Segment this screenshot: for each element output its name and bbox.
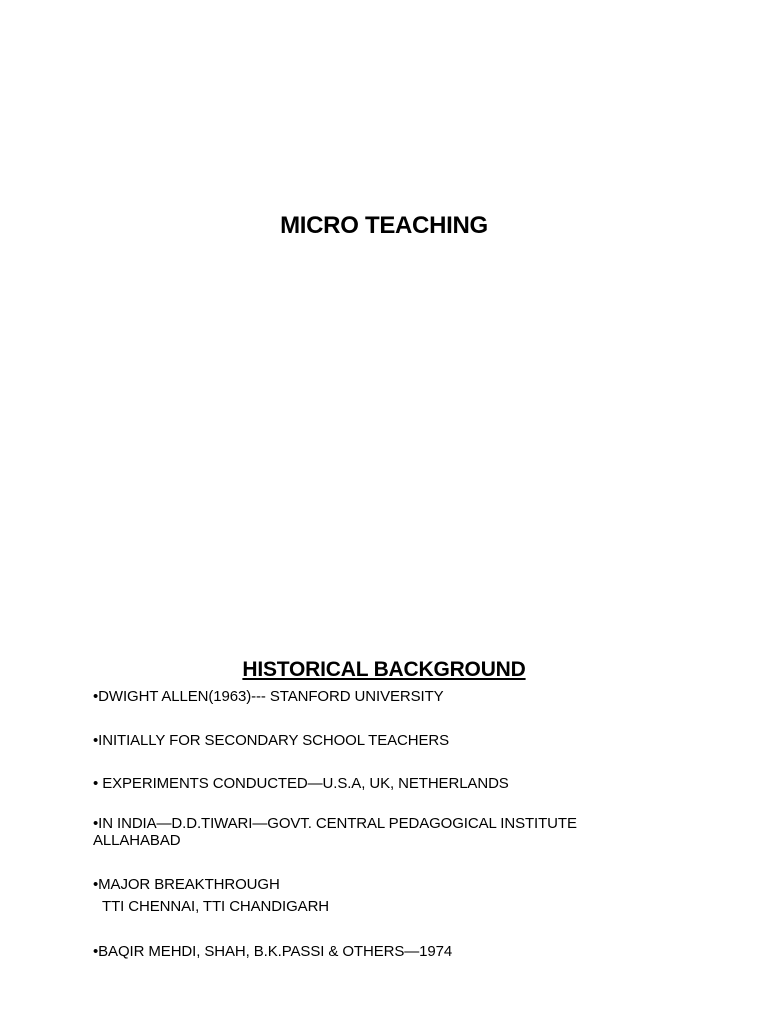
bullet-item	[93, 815, 733, 849]
bullet-item	[93, 732, 733, 749]
bullet-text: •IN INDIA—D.D.TIWARI—GOVT. CENTRAL PEDAGOGICAL INSTITUTE	[93, 815, 577, 832]
bullet-subtext: TTI CHENNAI, TTI CHANDIGARH	[102, 898, 330, 915]
bullet-text: •DWIGHT ALLEN(1963)--- STANFORD UNIVERSITY	[93, 688, 444, 705]
bullet-text-continuation: ALLAHABAD	[93, 832, 181, 849]
bullet-item	[93, 688, 733, 705]
bullet-text: • EXPERIMENTS CONDUCTED—U.S.A, UK, NETHERLANDS	[93, 775, 509, 792]
bullet-text: •MAJOR BREAKTHROUGH	[93, 876, 280, 893]
page-title: MICRO TEACHING	[280, 212, 488, 239]
bullet-item	[93, 775, 733, 792]
bullet-text: •INITIALLY FOR SECONDARY SCHOOL TEACHERS	[93, 732, 450, 749]
bullet-item	[93, 876, 733, 915]
section-heading: HISTORICAL BACKGROUND	[242, 658, 526, 681]
bullet-item	[93, 943, 733, 960]
bullet-text: •BAQIR MEHDI, SHAH, B.K.PASSI & OTHERS—1974	[93, 943, 453, 960]
